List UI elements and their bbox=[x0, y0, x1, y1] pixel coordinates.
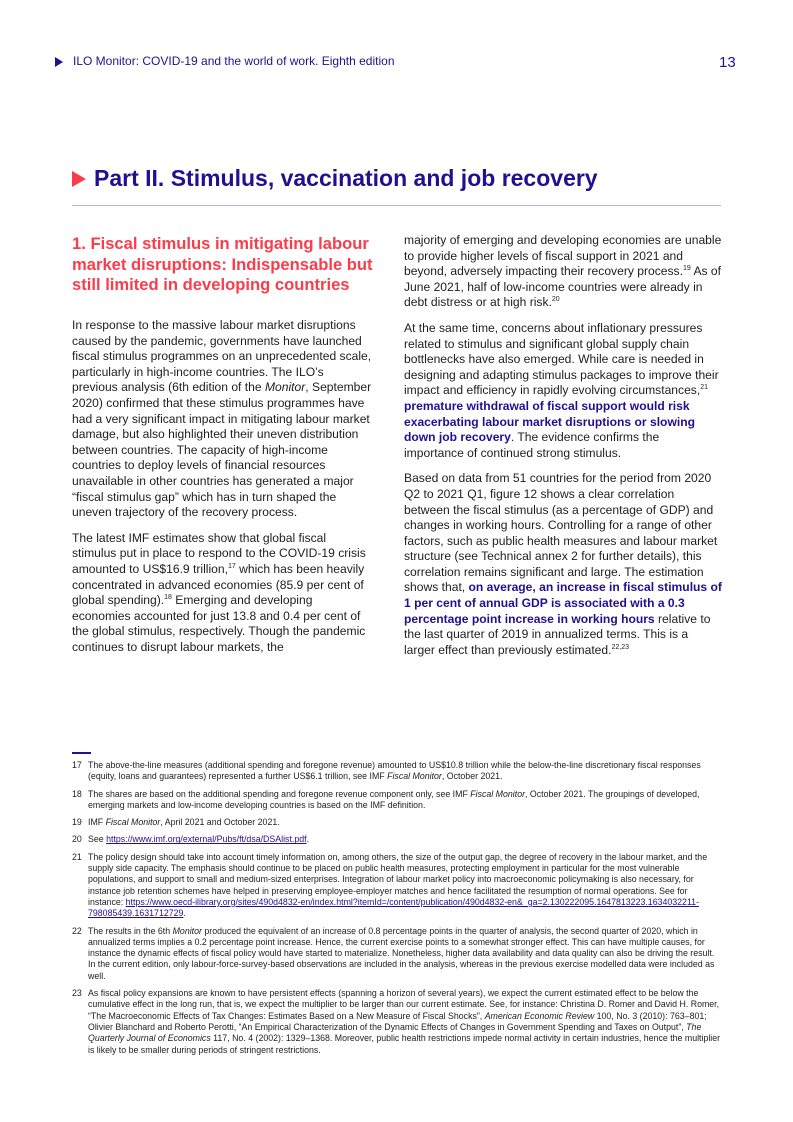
footnote-ref: 21 bbox=[700, 384, 709, 392]
footnote-divider bbox=[72, 752, 91, 754]
footnote-ref: 17 bbox=[227, 562, 236, 570]
title-divider bbox=[72, 205, 721, 206]
footnotes bbox=[72, 760, 722, 1062]
paragraph: In response to the massive labour market disruptions caused by the pandemic, governments have launched fiscal stimulus programmes on an unprecedented scale, particularly in high-income countries. The ILO’s previous analysis (6th edition of the Monitor, September 2020) confirmed that these stimulus programmes have had a very significant impact in mitigating labour market damage, but also highlighted their uneven distribution between countries. The capacity of high-income countries to deploy levels of financial resources unavailable in other countries has generated a major “fiscal stimulus gap” which has in turn shaped the uneven trajectory of the recovery process. bbox=[72, 318, 372, 520]
footnote: 23 As fiscal policy expansions are known to have persistent effects (spanning a horizon of several years), we expect the current estimated effect to be below the cumulative effect in the long run, that is, we expect the multiplier to be larger than our current estimate. See, for instance: Christina D. Romer and David H. Romer, “The Macroeconomic Effects of Tax Changes: Estimates Based on a New Measure of Fiscal Shocks”, American Economic Review 100, No. 3 (2010): 763–801; Olivier Blanchard and Roberto Perotti, “An Empirical Characterization of the Dynamic Effects of Changes in Government Spending and Taxes on Output”, The Quarterly Journal of Economics 117, No. 4 (2002): 1329–1368. Moreover, public health restrictions impede normal activity in certain industries, hence the multiplier is likely to be smaller during periods of stringent restrictions. bbox=[72, 988, 721, 1055]
footnote: 22 The results in the 6th Monitor produced the equivalent of an increase of 0.8 percentage points in the quarter of analysis, the second quarter of 2020, which in annualized terms implies a 0.2 percentage point increase. Hence, the current exercise points to a somewhat stronger effect. This can have multiple causes, for instance the dynamic effects of fiscal policy would have started to materialize. Nonetheless, higher data availability and data quality can also be driving the result. In the current edition, only labour-force-survey-based observations are included in the analysis, whereas in the previous exercise modelled data were included as well. bbox=[72, 925, 715, 981]
paragraph: The latest IMF estimates show that global fiscal stimulus put in place to respond to the COVID-19 crisis amounted to US$16.9 trillion,$^{17}$ which has been heavily concentrated in advanced economies (85.9 per cent of global spending).$^{18}$ Emerging and developing economies accounted for just 13.8 and 0.4 per cent of the global stimulus, respectively. Though the pandemic continues to disrupt labour markets, the bbox=[72, 530, 366, 654]
footnote: 18 The shares are based on the additional spending and foregone revenue component only, see IMF Fiscal Monitor, October 2021. The groupings of developed, emerging markets and low-income developing countries is based on the IMF definition. bbox=[72, 788, 700, 810]
body-column-left bbox=[72, 318, 372, 665]
header-triangle-icon bbox=[55, 57, 63, 67]
part-title: Part II. Stimulus, vaccination and job recovery bbox=[94, 165, 598, 191]
part-triangle-icon bbox=[72, 171, 86, 187]
running-title: ILO Monitor: COVID-19 and the world of work. Eighth edition bbox=[73, 54, 395, 68]
paragraph: Based on data from 51 countries for the period from 2020 Q2 to 2021 Q1, figure 12 shows a clear correlation between the fiscal stimulus (as a percentage of GDP) and changes in working hours. Controlling for a range of other factors, such as public health measures and labour market structure (see Technical annex 2 for further details), this correlation remains significant and large. The estimation shows that, on average, an increase in fiscal stimulus of 1 per cent of annual GDP is associated with a 0.3 percentage point increase in working hours relative to the last quarter of 2019 in annualized terms. This is a larger effect than previously estimated.$^{22,23}$ bbox=[404, 471, 722, 657]
imf-dsa-link[interactable]: https://www.imf.org/external/Pubs/ft/dsa/DSAlist.pdf bbox=[106, 834, 307, 845]
footnote-ref: 22,23 bbox=[611, 643, 630, 651]
footnote-ref: 18 bbox=[164, 594, 172, 602]
paragraph: majority of emerging and developing economies are unable to provide higher levels of fiscal support in 2021 and beyond, adversely impacting their recovery process.$^{19}$ As of June 2021, half of low-income countries were already in debt distress or at high risk.$^{20}$ bbox=[404, 233, 722, 310]
footnote: 19 IMF Fiscal Monitor, April 2021 and October 2021. bbox=[72, 817, 280, 828]
paragraph: At the same time, concerns about inflationary pressures related to stimulus and significant global supply chain bottlenecks have also emerged. While care is needed in designing and adapting stimulus packages to improve their impact and efficiency in rapidly evolving circumstances,$^{21}$ premature withdrawal of fiscal support would risk exacerbating labour market disruptions or slowing down job recovery. The evidence confirms the importance of continued strong stimulus. bbox=[404, 320, 719, 460]
section-title: 1. Fiscal stimulus in mitigating labour market disruptions: Indispensable but still limited in developing countries bbox=[72, 234, 373, 294]
footnote: 20 See https://www.imf.org/external/Pubs/ft/dsa/DSAlist.pdf. bbox=[72, 834, 310, 845]
footnote: 17 The above-the-line measures (additional spending and foregone revenue) amounted to US$10.8 trillion while the below-the-line discretionary fiscal responses (equity, loans and guarantees) represented a further US$6.1 trillion, see IMF Fiscal Monitor, October 2021. bbox=[72, 760, 701, 782]
footnote-ref: 20 bbox=[551, 296, 560, 304]
page-number: 13 bbox=[719, 54, 736, 71]
oecd-link[interactable]: https://www.oecd-ilibrary.org/sites/490d4832-en/index.html?itemId=/content/publication/490d4832-en&_ga=2.130222095.1647813223.1634032211-798085439.1631712729 bbox=[88, 896, 700, 919]
body-column-right bbox=[404, 233, 722, 668]
footnote-ref: 19 bbox=[682, 265, 691, 273]
footnote: 21 The policy design should take into account timely information on, among others, the size of the output gap, the degree of recovery in the labour market, and the supply side capacity. The emphasis should continue to be placed on public health measures, protecting employment in particular for the most vulnerable populations, and support to small and medium-sized enterprises. Integration of labour market policy into macroeconomic policymaking is also necessary, for instance job retention schemes have helped in preserving employee-employer matches and hence facilitated the resumption of normal operations. See for instance: https://www.oecd-ilibrary.org/sites/490d4832-en/index.html?itemId=/content/publication/490d4832-en&_ga=2.130222095.1647813223.1634032211-798085439.1631712729. bbox=[72, 851, 708, 919]
